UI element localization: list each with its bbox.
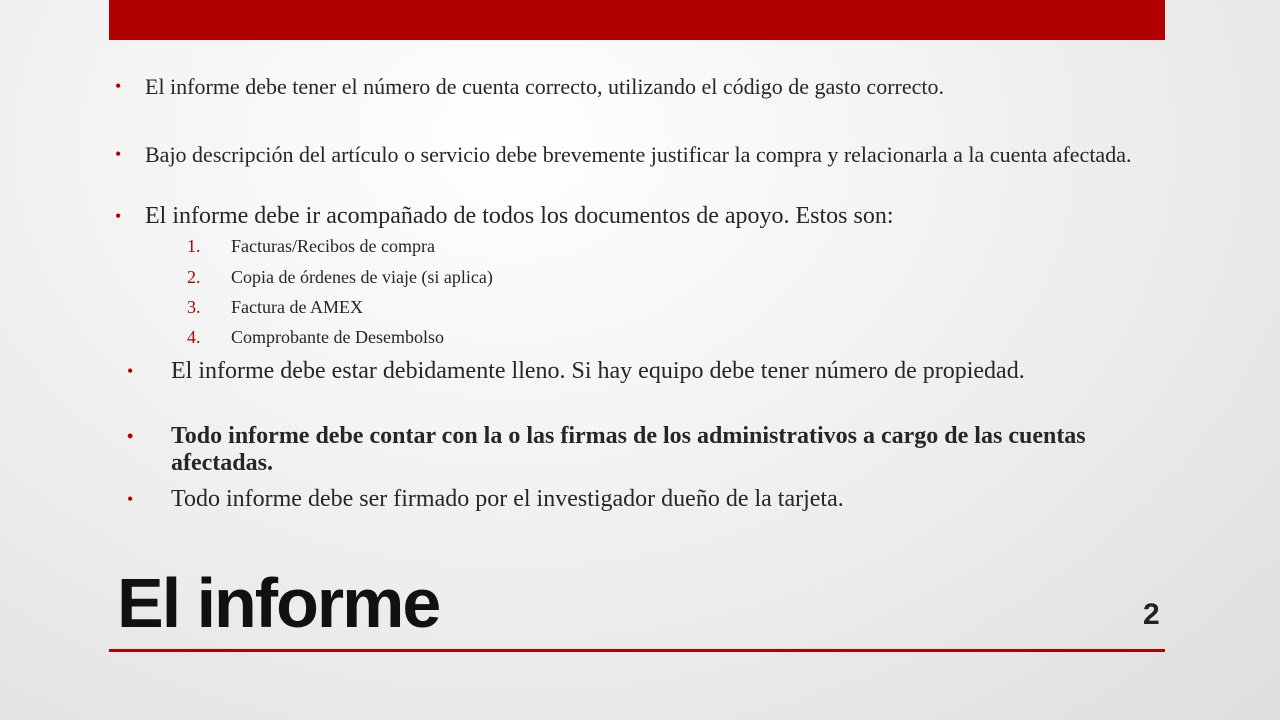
- sublist-number: 1.: [187, 236, 201, 256]
- bullet-support-documents: • El informe debe ir acompañado de todos los documentos de apoyo. Estos son:: [145, 203, 1145, 230]
- sublist-item: [187, 235, 435, 257]
- page-number: 2: [1143, 598, 1160, 631]
- bottom-accent-line: [109, 649, 1165, 652]
- sublist-item: [187, 326, 444, 348]
- sublist-number: 2.: [187, 267, 201, 287]
- bullet-item-description: • Bajo descripción del artículo o servicio debe brevemente justificar la compra y relacionarla a la cuenta afectada.: [145, 142, 1145, 167]
- sublist-number: 4.: [187, 327, 201, 347]
- sublist-item: [187, 266, 493, 288]
- sublist-text: Copia de órdenes de viaje (si aplica): [231, 267, 493, 287]
- top-accent-bar: [109, 0, 1165, 40]
- bullet-account-number: • El informe debe tener el número de cuenta correcto, utilizando el código de gasto correcto.: [145, 74, 1145, 99]
- sublist-text: Factura de AMEX: [231, 297, 363, 317]
- sublist-text: Comprobante de Desembolso: [231, 327, 444, 347]
- slide-title: El informe: [117, 564, 440, 642]
- bullet-fully-filled: • El informe debe estar debidamente lleno. Si hay equipo debe tener número de propiedad.: [171, 358, 1161, 385]
- sublist-number: 3.: [187, 297, 201, 317]
- bullet-signatures-admin: • Todo informe debe contar con la o las firmas de los administrativos a cargo de las cuentas afectadas.: [171, 423, 1161, 477]
- sublist-item: [187, 296, 363, 318]
- sublist-text: Facturas/Recibos de compra: [231, 236, 435, 256]
- bullet-signed-investigator: • Todo informe debe ser firmado por el investigador dueño de la tarjeta.: [171, 486, 1161, 513]
